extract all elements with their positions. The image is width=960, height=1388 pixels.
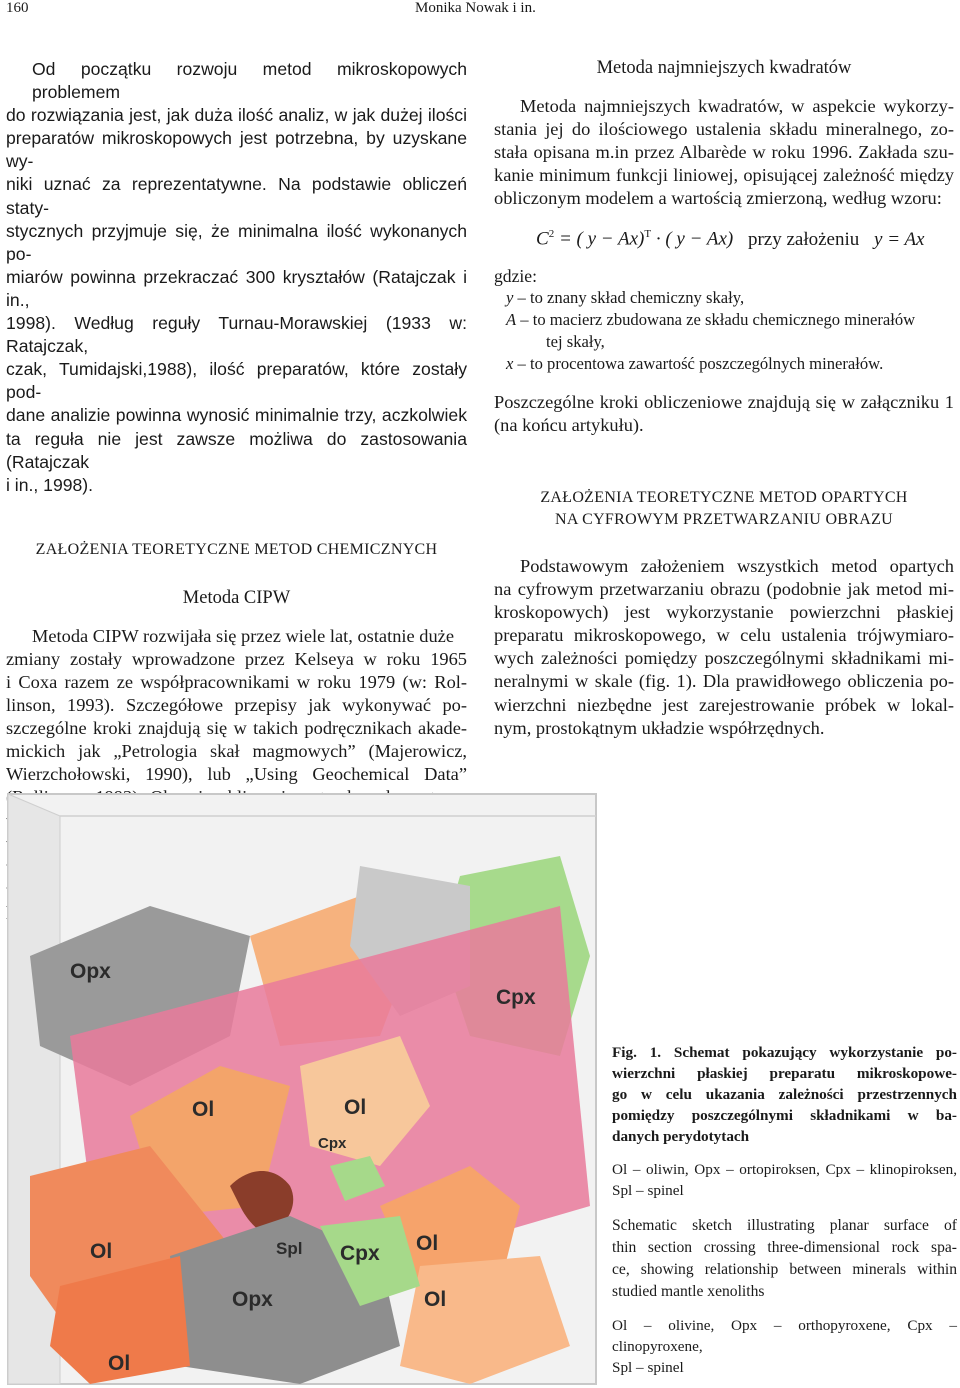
text-line: szczególne kroki znajdują się w takich podręcznikach akade- — [6, 718, 467, 739]
text-line: miarów powinna przekraczać 300 kryształów (Ratajczak i in., — [6, 266, 467, 310]
text-line: wierzchni niezbędne jest zarejestrowanie próbek w lokal- — [494, 694, 954, 715]
text-line: stania jej do ilościowego ustalenia składu mineralnego, zo- — [494, 119, 954, 140]
label-spl: Spl — [276, 1239, 303, 1258]
def-symbol: x — [506, 353, 514, 373]
definition-x — [494, 353, 954, 375]
label-cpx-small: Cpx — [318, 1135, 347, 1152]
text-line: do rozwiązania jest, jak duża ilość analiz, w jak dużej ilości — [6, 105, 467, 126]
def-text: – to procentowa zawartość poszczególnych minerałów. — [517, 353, 884, 373]
text-line: kroskopowych) jest wykorzystanie powierzchni płaskiej — [494, 602, 954, 623]
text-line: Metoda najmniejszych kwadratów, w aspekcie wykorzy- — [520, 96, 954, 116]
caption-line: Ol – oliwin, Opx – ortopiroksen, Cpx – klinopiroksen, — [612, 1161, 957, 1178]
text-line: preparatu mikroskopowego, w celu ustalenia trójwymiaro- — [494, 625, 954, 646]
definition-y — [494, 287, 954, 309]
formula-exp-t: T — [644, 228, 652, 241]
caption-line: pomiędzy poszczególnymi składnikami w ba- — [612, 1107, 957, 1124]
caption-title — [612, 1042, 957, 1147]
text-line: na cyfrowym przetwarzaniu obrazu (podobnie jak metod mi- — [494, 579, 954, 600]
definition-a-cont — [494, 331, 954, 353]
label-cpx-bottom: Cpx — [340, 1242, 380, 1265]
caption-line: studied mantle xenoliths — [612, 1283, 765, 1300]
label-ol-1: Ol — [192, 1098, 215, 1121]
caption-line: ce, showing relationship between minerals within — [612, 1261, 957, 1278]
caption-line: wierzchni płaskiej preparatu mikroskopowe- — [612, 1065, 957, 1082]
intro-paragraph — [6, 58, 467, 497]
text-line: ta reguła nie jest zawsze możliwa do zastosowania (Ratajczak — [6, 428, 467, 472]
text-line: kanie minimum funkcji liniowej, opisującej zależność między — [494, 165, 954, 186]
text-line: Metoda CIPW rozwijała się przez wiele lat, ostatnie duże — [32, 625, 454, 646]
formula-lhs: C — [536, 228, 549, 250]
section-heading-image — [494, 487, 954, 531]
formula-przy: przy założeniu — [747, 228, 860, 250]
definition-a — [494, 309, 954, 331]
text-line: dane analizie powinna wynosić minimalnie trzy, aczkolwiek — [6, 405, 467, 426]
text-line: stycznych przyjmuje się, że minimalna ilość wykonanych po- — [6, 220, 467, 264]
caption-line: danych perydotytach — [612, 1128, 750, 1145]
text-line: linson, 1993). Szczegółowe przepisy jak wykonywać po- — [6, 695, 467, 716]
text-line: i Coxa razem ze współpracownikami w roku 1979 (w: Rol- — [6, 671, 467, 692]
text-line: 1998). Według reguły Turnau-Morawskiej (1933 w: Ratajczak, — [6, 313, 467, 357]
image-methods-paragraph — [494, 555, 954, 740]
steps-paragraph — [494, 391, 954, 437]
text-line: i in., 1998). — [6, 474, 94, 495]
section-heading-chemical: ZAŁOŻENIA TEORETYCZNE METOD CHEMICZNYCH — [35, 540, 438, 558]
subheading-least-squares: Metoda najmniejszych kwadratów — [596, 58, 852, 78]
least-squares-paragraph — [494, 95, 954, 210]
right-column — [494, 58, 954, 740]
page-number: 160 — [6, 0, 29, 16]
text-line: preparatów mikroskopowych jest potrzebna, by uzyskane wy- — [6, 128, 467, 172]
text-line: neralnymi w skale (fig. 1). Dla prawidłowego obliczenia po- — [494, 671, 954, 692]
caption-line: thin section crossing three-dimensional rock spa- — [612, 1239, 957, 1256]
text-line: Wierzchołowski, 1990), lub „Using Geochemical Data” — [6, 764, 467, 785]
label-ol-right: Ol — [416, 1232, 439, 1255]
label-ol-2: Ol — [344, 1096, 367, 1119]
label-ol-bottom-right: Ol — [424, 1288, 447, 1311]
caption-english — [612, 1215, 957, 1303]
text-line: stała opisana m.in przez Albarède w roku 1996. Zakłada szu- — [494, 142, 954, 163]
text-line: zmiany zostały wprowadzone przez Kelseya w roku 1965 — [6, 648, 467, 669]
def-symbol: y — [506, 287, 514, 307]
label-ol-bottom-left: Ol — [108, 1352, 131, 1375]
text-line: wych zależności pomiędzy poszczególnymi składnikami mi- — [494, 648, 954, 669]
text-line: mickich jak „Petrologia skał magmowych” (Majerowicz, — [6, 741, 467, 762]
text-line: nym, prostokątnym układzie współrzędnych. — [494, 717, 825, 738]
text-line: Poszczególne kroki obliczeniowe znajdują się w załączniku 1 — [494, 391, 954, 412]
text-line: czak, Tumidajski,1988), ilość preparatów, które zostały pod- — [6, 359, 467, 403]
formula-condition: y = Ax — [874, 228, 925, 250]
formula-rest: · ( y − Ax) — [655, 228, 734, 250]
running-header — [0, 0, 960, 22]
formula-exp-2: 2 — [548, 228, 555, 241]
text-line: obliczonym modelem a wartością zmierzoną, według wzoru: — [494, 188, 942, 209]
caption-legend-pl — [612, 1159, 957, 1201]
figure-caption — [612, 1042, 957, 1378]
text-line: Podstawowym założeniem wszystkich metod opartych — [520, 555, 954, 576]
formula-eq: = ( y − Ax) — [558, 228, 645, 250]
subheading-cipw: Metoda CIPW — [182, 587, 291, 608]
label-opx-bottom: Opx — [232, 1288, 273, 1311]
text-line: Od początku rozwoju metod mikroskopowych problemem — [32, 59, 467, 103]
caption-line: Ol – olivine, Opx – orthopyroxene, Cpx – clinopyroxene, — [612, 1317, 957, 1355]
text-line: (na końcu artykułu). — [494, 414, 644, 435]
least-squares-formula — [494, 228, 954, 250]
heading-line: NA CYFROWYM PRZETWARZANIU OBRAZU — [554, 510, 894, 528]
label-opx-top: Opx — [70, 960, 111, 983]
caption-legend-en — [612, 1315, 957, 1378]
caption-line: Fig. 1. Schemat pokazujący wykorzystanie po- — [612, 1044, 957, 1061]
running-authors: Monika Nowak i in. — [415, 0, 536, 16]
gdzie-label: gdzie: — [494, 265, 537, 286]
caption-line: Spl – spinel — [612, 1182, 684, 1199]
label-ol-left: Ol — [90, 1240, 113, 1263]
caption-line: go w celu ukazania zależności przestrzennych — [612, 1086, 957, 1103]
def-symbol: A — [506, 309, 517, 329]
def-text: – to macierz zbudowana ze składu chemicznego minerałów — [520, 309, 916, 329]
label-cpx-right: Cpx — [496, 986, 536, 1009]
heading-line: ZAŁOŻENIA TEORETYCZNE METOD OPARTYCH — [540, 488, 908, 506]
variable-definitions — [494, 265, 954, 375]
figure-rock-sketch — [0, 786, 600, 1388]
caption-line: Schematic sketch illustrating planar surface of — [612, 1217, 957, 1234]
caption-line: Spl – spinel — [612, 1359, 684, 1376]
text-line: niki uznać za reprezentatywne. Na podstawie obliczeń staty- — [6, 174, 467, 218]
def-text: – to znany skład chemiczny skały, — [517, 287, 745, 307]
def-text: tej skały, — [546, 331, 605, 351]
